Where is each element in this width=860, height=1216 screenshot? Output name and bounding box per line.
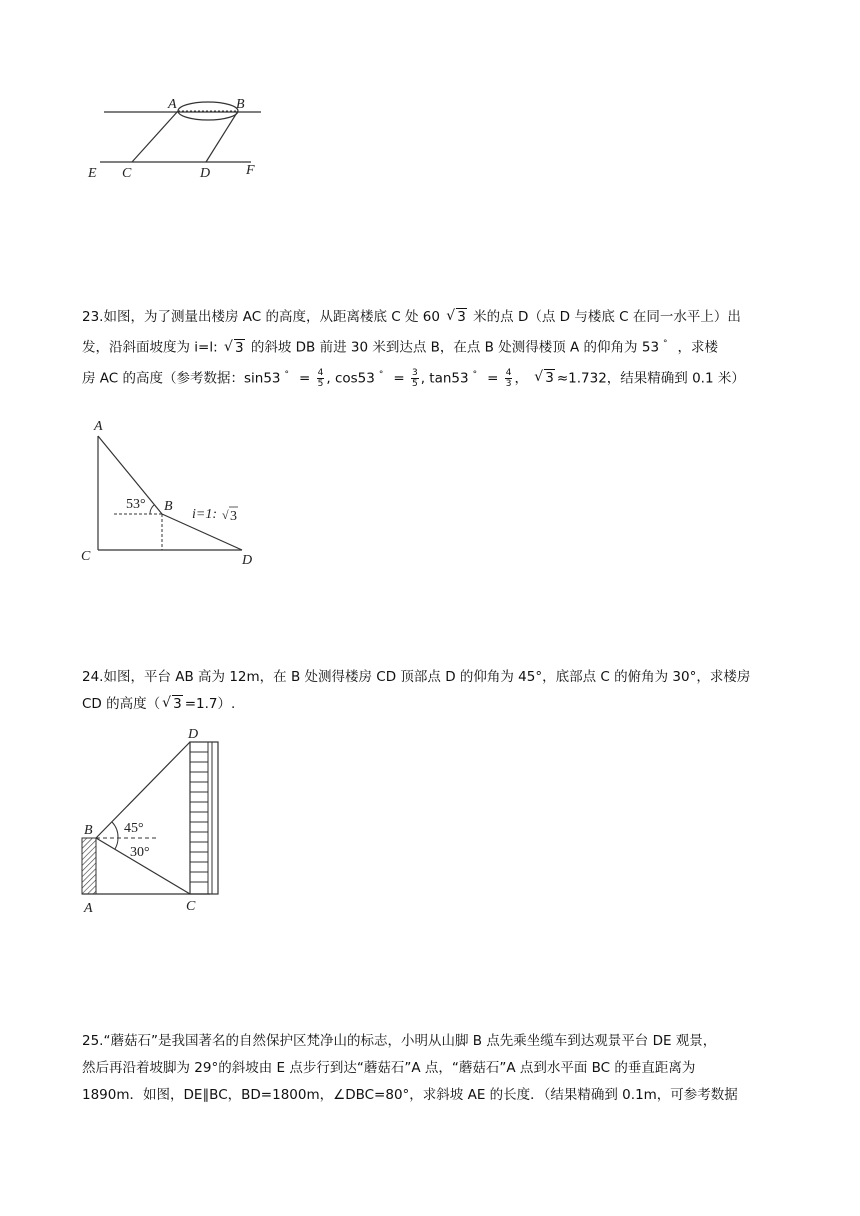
label-b: B <box>84 823 93 838</box>
label-c: C <box>122 166 132 181</box>
label-a: A <box>94 419 103 434</box>
question-24: 24.如图，平台 AB 高为 12m，在 B 处测得楼房 CD 顶部点 D 的仰角为 45°，底部点 C 的俯角为 30°，求楼房 CD 的高度（√ 3 =1.7）. <box>82 664 782 718</box>
label-d: D <box>242 553 253 568</box>
sqrt-symbol: √ 3 <box>446 304 467 331</box>
angle-30: 30° <box>130 845 150 860</box>
question-25: 25.“蘑菇石”是我国著名的自然保护区梵净山的标志，小明从山脚 B 点先乘坐缆车到达观景平台 DE 观景， 然后再沿着坡脚为 29°的斜坡由 E 点步行到达“蘑菇石”A 点，“蘑菇石”A 点到水平面 BC 的垂直距离为 1890m．如图，DE∥BC，BD=1800m，∠DBC=80°，求斜坡 AE 的长度．（结果精确到 0.1m，可参考数据 <box>82 1033 738 1103</box>
sqrt-symbol: √ 3 <box>534 365 555 392</box>
label-c: C <box>81 549 91 564</box>
label-a: A <box>84 901 93 916</box>
angle-label: 53° <box>126 497 146 512</box>
fraction-cos: $\frac{3}{5}$ <box>411 367 418 389</box>
slope-label: i=1: <box>192 507 217 522</box>
label-d: D <box>188 727 199 742</box>
label-b: B <box>236 97 245 112</box>
label-b: B <box>164 499 173 514</box>
angle-45: 45° <box>124 821 144 836</box>
label-e: E <box>88 166 97 181</box>
fraction-tan: $\frac{4}{3}$ <box>505 367 512 389</box>
sqrt-symbol: √ 3 <box>224 335 245 362</box>
fraction-sin: $\frac{4}{5}$ <box>317 367 324 389</box>
slope-root-sign: √ <box>222 508 229 522</box>
label-d: D <box>200 166 211 181</box>
label-c: C <box>186 899 196 914</box>
figure-q22 <box>86 92 276 187</box>
label-a: A <box>168 97 177 112</box>
label-f: F <box>246 163 255 178</box>
figure-q23 <box>78 414 268 574</box>
sqrt-symbol: √ 3 <box>162 691 183 718</box>
figure-q24 <box>78 722 238 917</box>
question-23: 23.如图，为了测量出楼房 AC 的高度，从距离楼底 C 处 60 √ 3 米的点 D（点 D 与楼底 C 在同一水平上）出 发，沿斜面坡度为 i=l: √ 3 的斜坡 DB 前进 30 米到达点 B，在点 B 处测得楼顶 A 的仰角为 53 ° ，求楼 房 AC 的高度（参考数据：sin53 ° = $\frac{4}{5}$ , cos53 ° = $\frac{3}{5}$ , tan53 ° = $\frac{4}{3}$ ， √ 3 ≈1.732，结果精确到 0.1 米） <box>82 304 782 392</box>
slope-root: 3 <box>230 509 237 524</box>
